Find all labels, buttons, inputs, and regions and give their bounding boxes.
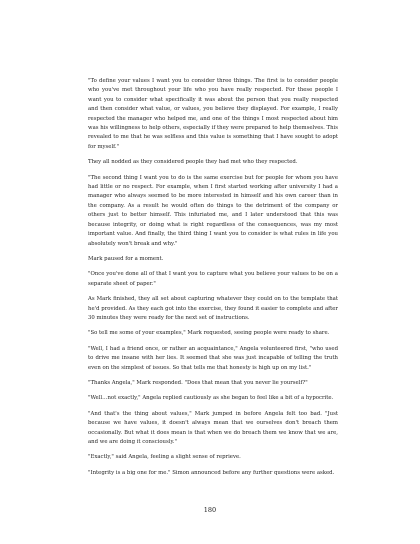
paragraph: "And that's the thing about values," Mark jumped in before Angela felt too bad. "Just because we have values, it doesn't always mean that we ourselves don't breach them occasionally. But what it does mean is that when we do breach them we know that we are, and we are doing it consciously." bbox=[88, 410, 338, 445]
paragraph: They all nodded as they considered people they had met who they respected. bbox=[88, 159, 298, 166]
paragraph: "Exactly," said Angela, feeling a slight sense of reprieve. bbox=[88, 454, 241, 461]
paragraph: Mark paused for a moment. bbox=[88, 255, 164, 262]
paragraph: "Once you've done all of that I want you to capture what you believe your values to be on a separate sheet of paper." bbox=[88, 271, 338, 287]
paragraph: "To define your values I want you to consider three things. The first is to consider people who you've met throughout your life who you have really respected. For these people I want you to consider what specifically it was about the person that you really respected and then consider what value, or values, you believe they displayed. For example, I really respected the manager who helped me, and one of the things I most respected about him was his willingness to help others, especially if they were prepared to help themselves. This revealed to me that he was selfless and this value is something that I have sought to adopt for myself." bbox=[88, 78, 338, 150]
paragraph: "The second thing I want you to do is the same exercise but for people for whom you have had little or no respect. For example, when I first started working after university I had a manager who always seemed to be more interested in himself and his own career than in the company. As a result he would often do things to the detriment of the company or others just to better himself. This infuriated me, and I later understood that this was because integrity, or doing what is right regardless of the consequences, was my most important value. And finally, the third thing I want you to consider is what rules in life you absolutely won't break and why." bbox=[88, 174, 338, 247]
page-number: 180 bbox=[203, 506, 217, 514]
paragraph: "So tell me some of your examples," Mark requested, seeing people were ready to share. bbox=[88, 330, 330, 337]
paragraph: "Well…not exactly," Angela replied cautiously as she began to feel like a bit of a hypocrite. bbox=[88, 395, 334, 402]
paragraph: "Integrity is a big one for me." Simon announced before any further questions were asked. bbox=[88, 469, 335, 476]
body-text bbox=[88, 77, 338, 484]
paragraph: As Mark finished, they all set about capturing whatever they could on to the template that he'd provided. As they each got into the exercise, they found it easier to complete and after 30 minutes they were ready for the next set of instructions. bbox=[88, 296, 338, 321]
paragraph: "Well, I had a friend once, or rather an acquaintance," Angela volunteered first, "who used to drive me insane with her lies. It seemed that she was just incapable of telling the truth even on the simplest of issues. So that tells me that honesty is high up on my list." bbox=[88, 345, 338, 371]
paragraph: "Thanks Angela," Mark responded. "Does that mean that you never lie yourself?" bbox=[88, 379, 308, 386]
